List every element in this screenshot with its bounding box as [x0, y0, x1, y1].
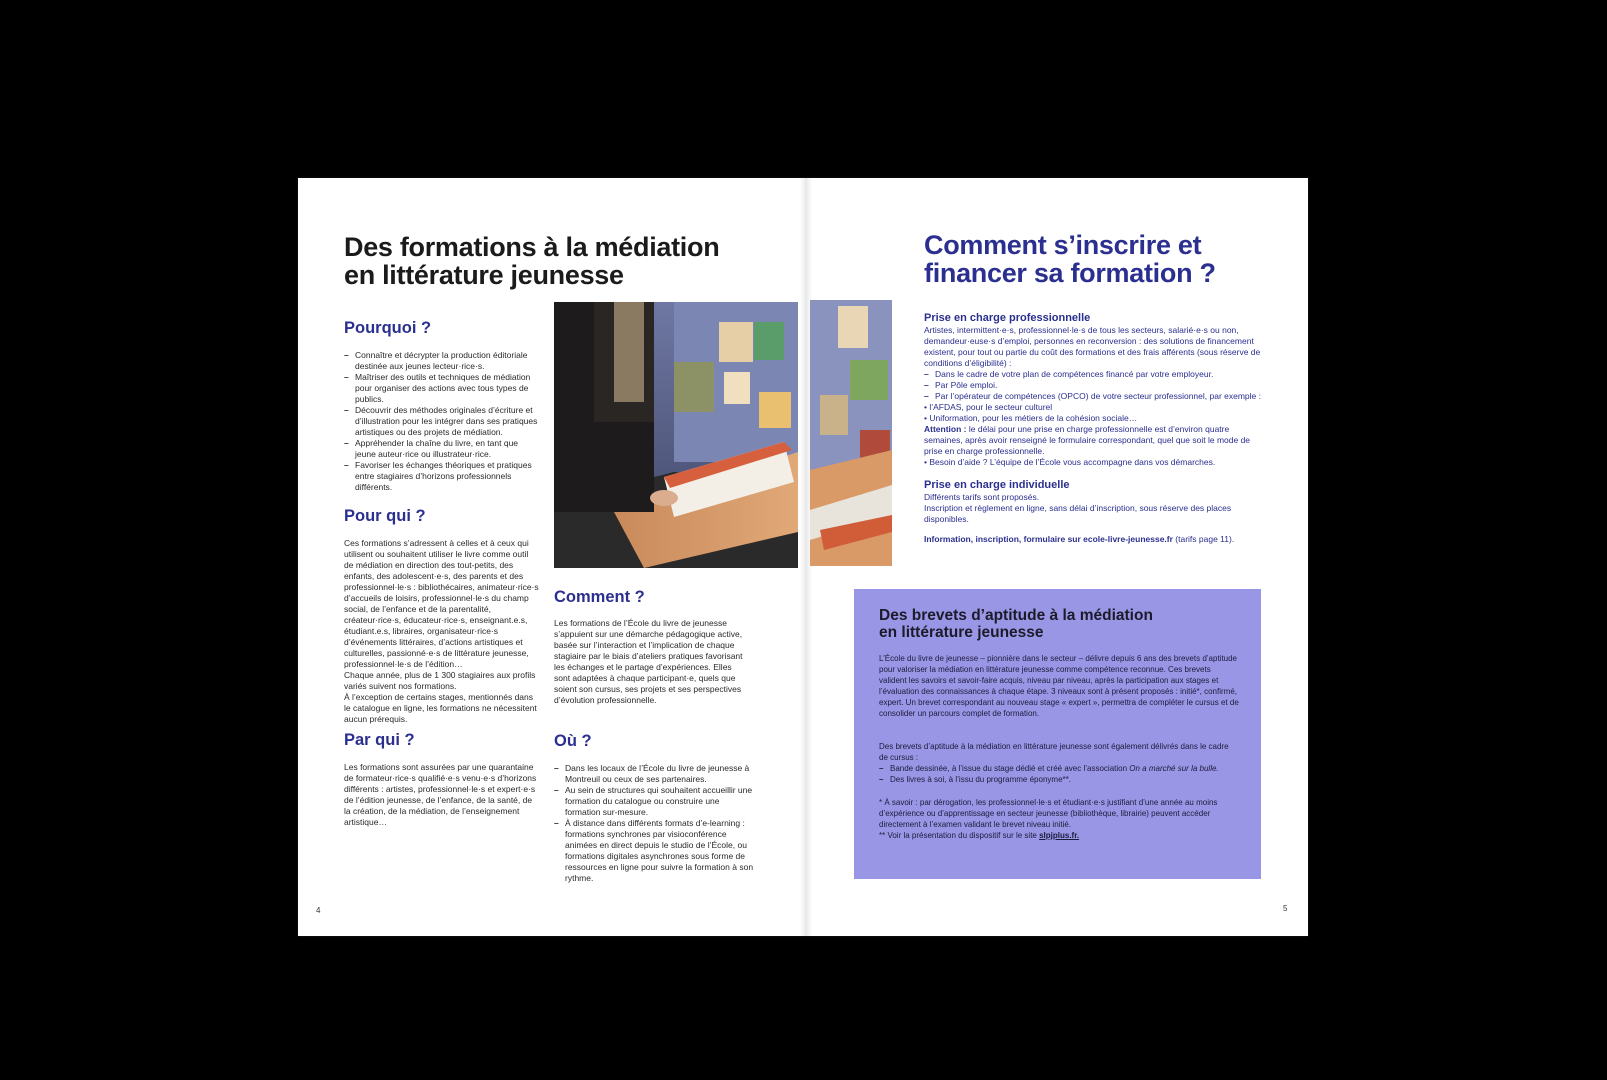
ou-list [554, 763, 754, 884]
title-line: Des formations à la médiation [344, 232, 720, 262]
pour-qui-text [344, 538, 540, 725]
list-item: – Maîtriser des outils et techniques de médiation pour organiser des actions avec tous types de publics. [344, 372, 539, 405]
association-name: On a marché sur la bulle. [1129, 764, 1219, 773]
paragraph: Artistes, intermittent·e·s, professionnel·le·s de tous les secteurs, salarié·e·s ou non, demandeur·euse·s d’emploi, personnes en reconversion : des solutions de financement existent, pour tout ou partie du coût des formations et des frais afférents (sous réserve de conditions d’éligibilité) : [924, 325, 1261, 368]
par-qui-text: Les formations sont assurées par une quarantaine de formateur·rice·s qualifié·e·s venu·e·s d’horizons différents : artistes, professionnel·le·s et expert·e·s de l’édition jeunesse, de l’enfance, de la santé, de la création, de la médiation, de l’enseignement artistique… [344, 762, 537, 827]
brevets-box [854, 589, 1261, 879]
pro-heading: Prise en charge professionnelle [924, 312, 1091, 324]
item-text: Bande dessinée, à l’issue du stage dédié et créé avec l’association [890, 764, 1130, 773]
left-page-title [344, 233, 784, 289]
list-item: – Des livres à soi, à l’issu du programme éponyme**. [879, 774, 1239, 785]
pro-text [924, 325, 1264, 468]
comment-heading: Comment ? [554, 588, 645, 606]
list-item: – Découvrir des méthodes originales d’écriture et d’illustration pour les intégrer dans ses pratiques artistiques ou des projets de médiation. [344, 405, 539, 438]
par-qui-heading: Par qui ? [344, 731, 415, 749]
title-line: en littérature jeunesse [344, 260, 624, 290]
list-item: – Dans les locaux de l’École du livre de jeunesse à Montreuil ou ceux de ses partenaires. [554, 763, 754, 785]
paragraph: Différents tarifs sont proposés. [924, 492, 1040, 502]
pourquoi-heading: Pourquoi ? [344, 319, 432, 337]
paragraph: À l’exception de certains stages, mentionnés dans le catalogue en ligne, les formations ne nécessitent aucun prérequis. [344, 692, 537, 724]
title-line: en littérature jeunesse [879, 624, 1044, 641]
list-item: – Par l’opérateur de compétences (OPCO) de votre secteur professionnel, par exemple : [924, 391, 1264, 402]
list-item: – Dans le cadre de votre plan de compétences financé par votre employeur. [924, 369, 1264, 380]
right-page-title [924, 231, 1284, 287]
indiv-text [924, 492, 1264, 545]
attention-note [924, 424, 1264, 457]
title-line: Des brevets d’aptitude à la médiation [879, 607, 1153, 624]
info-line [924, 534, 1264, 545]
brevets-para1: L’École du livre de jeunesse – pionnière dans le secteur – délivre depuis 6 ans des brevets d’aptitude pour valoriser la médiation en littérature jeunesse comme compétence reconnue. Ces brevets valident les savoirs et savoir-faire acquis, niveau par niveau, après la participation aux stages et l’évaluation des connaissances à chaque étape. 3 niveaux sont à présent proposés : initié*, confirmé, expert. Un brevet correspondant au nouveau stage « expert », permettra de compléter le cursus et de consolider un parcours complet de formation. [879, 654, 1239, 718]
title-line: Comment s’inscrire et [924, 230, 1202, 260]
footnote-text: ** Voir la présentation du dispositif sur le site [879, 831, 1040, 840]
bullet-item: • l’AFDAS, pour le secteur culturel [924, 402, 1053, 412]
footnote [879, 830, 1239, 841]
paragraph: Inscription et règlement en ligne, sans délai d’inscription, sous réserve des places disponibles. [924, 503, 1232, 524]
list-item: – Favoriser les échanges théoriques et pratiques entre stagiaires d’horizons professionnels différents. [344, 460, 539, 493]
pour-qui-heading: Pour qui ? [344, 507, 426, 525]
attention-label: Attention : [924, 424, 967, 434]
list-item: – Appréhender la chaîne du livre, en tant que jeune auteur·rice ou illustrateur·rice. [344, 438, 539, 460]
ou-heading: Où ? [554, 732, 592, 750]
page-number-right: 5 [1283, 904, 1288, 913]
brevets-para2 [879, 741, 1239, 785]
page-number-left: 4 [316, 906, 321, 915]
workshop-photo-continued [810, 300, 892, 566]
title-line: financer sa formation ? [924, 258, 1216, 288]
brochure-spread [298, 178, 1308, 936]
paragraph: Des brevets d’aptitude à la médiation en littérature jeunesse sont également délivrés dans le cadre de cursus : [879, 742, 1229, 762]
workshop-photo [554, 302, 798, 568]
brevets-notes [879, 797, 1239, 841]
pro-list [924, 369, 1264, 402]
brevets-title [879, 607, 1239, 641]
bullet-item: • Uniformation, pour les métiers de la cohésion sociale… [924, 413, 1138, 423]
attention-text: le délai pour une prise en charge professionnelle est d’environ quatre semaines, après avoir renseigné le formulaire correspondant, quel que soit le mode de prise en charge professionnelle. [924, 424, 1251, 456]
list-item: – Connaître et décrypter la production éditoriale destinée aux jeunes lecteur·rice·s. [344, 350, 539, 372]
list-item: – Au sein de structures qui souhaitent accueillir une formation du catalogue ou construire une formation sur-mesure. [554, 785, 754, 818]
pourquoi-list [344, 350, 539, 493]
info-rest: (tarifs page 11). [1172, 534, 1235, 544]
paragraph: Chaque année, plus de 1 300 stagiaires aux profils variés suivent nos formations. [344, 670, 536, 691]
info-link[interactable]: Information, inscription, formulaire sur ecole-livre-jeunesse.fr [924, 534, 1173, 544]
brevets-list [879, 763, 1239, 785]
paragraph: Ces formations s’adressent à celles et à ceux qui utilisent ou souhaitent utiliser le livre comme outil de médiation en direction des tout-petits, des enfants, des adolescent·e·s, des parents et des professionnel·le·s : bibliothécaires, animateur·rice·s d’accueils de loisirs, professionnel·le·s du champ social, de l’enfance et de la parentalité, créateur·rice·s, éducateur·rice·s, enseignant.e.s, étudiant.e.s, libraires, organisateur·rice·s d’événements littéraires, d’actions artistiques et culturelles, passionné·e·s de littérature jeunesse, professionnel·le·s de l’édition… [344, 538, 539, 669]
slpjplus-link[interactable]: slpjplus.fr. [1039, 831, 1080, 840]
list-item: – À distance dans différents formats d’e-learning : formations synchrones par visioconférence animées en direct depuis le studio de l’École, ou formations digitales asynchrones sous forme de ressources en ligne pour suivre la formation à son rythme. [554, 818, 754, 884]
comment-text: Les formations de l’École du livre de jeunesse s’appuient sur une démarche pédagogique active, basée sur l’interaction et l’implication de chaque stagiaire par le biais d’ateliers pratiques favorisant les échanges et le partage d’expériences. Elles sont adaptées à chaque participant·e, quels que soient son cursus, ses projets et ses perspectives d’évolution professionnelle. [554, 618, 743, 705]
list-item [879, 763, 1239, 774]
indiv-heading: Prise en charge individuelle [924, 479, 1070, 491]
help-note: • Besoin d’aide ? L’équipe de l’École vous accompagne dans vos démarches. [924, 457, 1216, 467]
list-item: – Par Pôle emploi. [924, 380, 1264, 391]
footnote: * À savoir : par dérogation, les professionnel·le·s et étudiant·e·s justifiant d’une année au moins d’expérience ou d’apprentissage en secteur jeunesse (bibliothèque, librairie) peuvent accéder directement à l’examen validant le brevet niveau initié. [879, 798, 1218, 829]
